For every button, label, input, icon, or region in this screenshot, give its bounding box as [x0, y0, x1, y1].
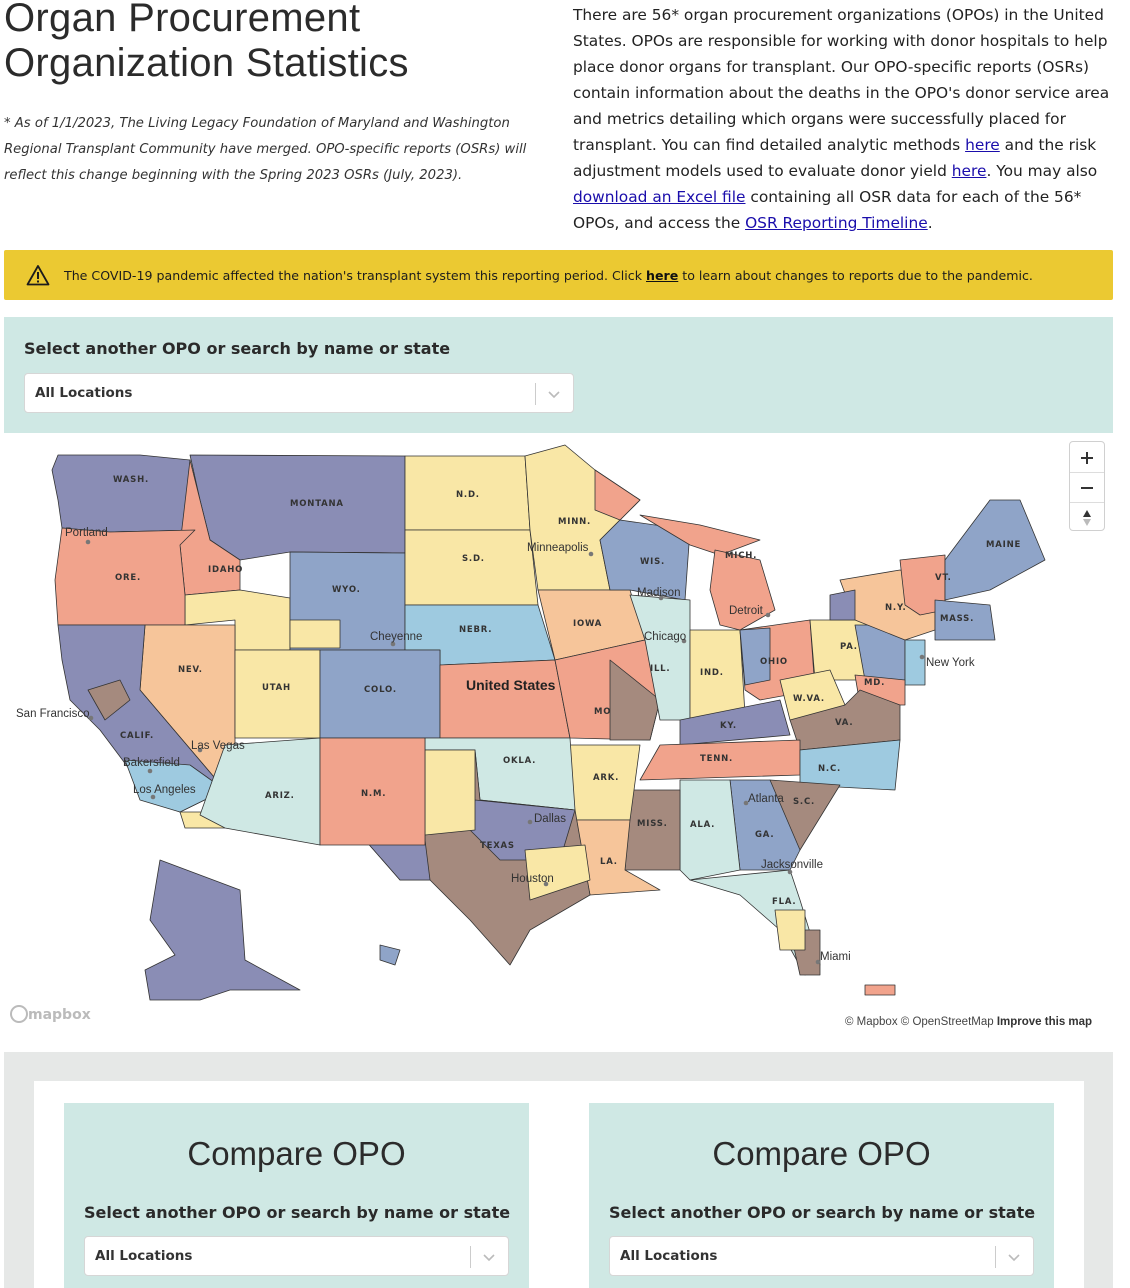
city-label-new-york: New York [926, 657, 975, 669]
city-label-las-vegas: Las Vegas [191, 740, 245, 752]
city-dot-new-york [920, 655, 925, 660]
compare-title-left: Compare OPO [187, 1135, 406, 1172]
region-ny-west [830, 590, 855, 620]
select-separator [535, 383, 536, 405]
warning-icon [26, 264, 50, 286]
page-title-line1: Organ Procurement [4, 0, 361, 40]
opo-location-select[interactable] [24, 373, 574, 413]
intro-text-3: . You may also [986, 162, 1098, 180]
mapbox-logo[interactable] [10, 1005, 91, 1023]
city-label-miami: Miami [820, 951, 851, 963]
mapbox-logo-text: mapbox [28, 1007, 91, 1023]
city-label-san-francisco: San Francisco [16, 708, 90, 720]
alert-message [64, 268, 1033, 283]
compass-icon [1081, 509, 1093, 527]
region-ala [680, 780, 740, 880]
map-zoom-controls [1069, 441, 1105, 531]
attribution-text: © Mapbox © OpenStreetMap [845, 1016, 994, 1028]
state-label-nm: N.M. [361, 789, 387, 799]
region-mich [710, 550, 775, 630]
city-label-detroit: Detroit [729, 605, 763, 617]
region-texas-panhandle [425, 750, 475, 835]
city-label-atlanta: Atlanta [748, 793, 784, 805]
region-hawaii [380, 945, 400, 965]
region-wash [52, 455, 195, 532]
compare-select-value-left: All Locations [95, 1248, 193, 1264]
excel-download-link[interactable]: download an Excel file [573, 188, 746, 206]
region-wyo-cheyenne [290, 620, 340, 648]
select-separator [470, 1246, 471, 1268]
state-label-texas: TEXAS [480, 841, 515, 851]
plus-icon [1080, 451, 1094, 465]
state-label-mass: MASS. [940, 614, 975, 624]
city-label-madison: Madison [637, 587, 681, 599]
page-title [4, 0, 544, 86]
state-label-vt: VT. [935, 573, 952, 583]
mapbox-logo-icon [10, 1005, 28, 1023]
intro-text-1: There are 56* organ procurement organizations (OPOs) in the United States. OPOs are responsible for working with donor hospitals to help place donor organs for transplant. Our OPO-specific reports (OSRs) contain information about the deaths in the OPO's donor service area and metrics detailing which organs were successfully placed for transplant. You can find detailed analytic methods [573, 6, 1110, 154]
city-label-minneapolis: Minneapolis [527, 542, 589, 554]
state-label-okla: OKLA. [503, 756, 537, 766]
state-label-wash: WASH. [113, 475, 150, 485]
covid-info-link[interactable]: here [646, 267, 679, 283]
region-maine [945, 500, 1045, 600]
opo-selector-panel [4, 317, 1113, 433]
state-label-ala: ALA. [690, 820, 716, 830]
state-label-colo: COLO. [364, 685, 397, 695]
state-label-mich: MICH. [725, 551, 758, 561]
city-label-chicago: Chicago [644, 631, 687, 643]
state-label-miss: MISS. [637, 819, 668, 829]
state-label-va: VA. [835, 718, 854, 728]
city-dot-detroit [766, 613, 771, 618]
state-label-pa: PA. [840, 642, 858, 652]
state-label-nev: NEV. [178, 665, 203, 675]
compare-label-left: Select another OPO or search by name or state [84, 1203, 511, 1222]
state-label-ga: GA. [755, 830, 775, 840]
state-label-ore: ORE. [115, 573, 142, 583]
state-label-ny: N.Y. [885, 603, 907, 613]
minus-icon [1080, 481, 1094, 495]
state-label-wis: WIS. [640, 557, 666, 567]
state-label-tenn: TENN. [700, 754, 734, 764]
state-label-sd: S.D. [462, 554, 485, 564]
state-label-ariz: ARIZ. [265, 791, 295, 801]
chevron-down-icon[interactable] [482, 1250, 496, 1264]
region-kansas [440, 660, 570, 738]
intro-text-4: containing all OSR data for each of the 56* OPOs, and access the [573, 188, 1082, 232]
city-dot-dallas [528, 820, 533, 825]
intro-text-5: . [927, 214, 933, 232]
merger-footnote: * As of 1/1/2023, The Living Legacy Foundation of Maryland and Washington Regional Transplant Community have merged. OPO-specific reports (OSRs) will reflect this change beginning with the Spring 2023 OSRs (July, 2023). [4, 116, 527, 183]
compare-title-right: Compare OPO [712, 1135, 931, 1172]
methods-link[interactable]: here [965, 136, 1000, 154]
state-label-nc: N.C. [818, 764, 842, 774]
city-dot-minneapolis [589, 552, 594, 557]
timeline-link[interactable]: OSR Reporting Timeline [745, 214, 928, 232]
state-label-iowa: IOWA [573, 619, 603, 629]
reset-bearing-button[interactable] [1070, 503, 1104, 532]
state-label-ohio: OHIO [760, 657, 788, 667]
chevron-down-icon[interactable] [1007, 1250, 1021, 1264]
state-label-idaho: IDAHO [208, 565, 244, 575]
state-label-ind: IND. [700, 668, 724, 678]
select-separator [995, 1246, 996, 1268]
region-nj [905, 640, 925, 685]
state-label-calif: CALIF. [120, 731, 154, 741]
country-label: United States [466, 677, 556, 693]
state-label-fla: FLA. [772, 897, 797, 907]
state-label-utah: UTAH [262, 683, 291, 693]
city-label-dallas: Dallas [534, 813, 566, 825]
state-label-ky: KY. [720, 721, 737, 731]
alert-text-before: The COVID-19 pandemic affected the nation's transplant system this reporting period. Click [64, 267, 647, 283]
zoom-out-button[interactable] [1070, 473, 1104, 502]
region-minn-ne [595, 470, 640, 520]
state-label-ill: ILL. [650, 664, 671, 674]
region-utah [235, 650, 320, 738]
chevron-down-icon[interactable] [547, 387, 561, 401]
compare-select-value-right: All Locations [620, 1248, 718, 1264]
covid-alert-banner [4, 250, 1113, 300]
compare-select-right[interactable] [609, 1236, 1034, 1276]
state-label-minn: MINN. [558, 517, 592, 527]
state-label-wyo: WYO. [332, 585, 361, 595]
state-label-la: LA. [600, 857, 618, 867]
compare-label-right: Select another OPO or search by name or state [609, 1203, 1036, 1222]
region-sd [405, 530, 538, 605]
zoom-in-button[interactable] [1070, 443, 1104, 472]
region-miss [625, 790, 680, 870]
city-label-los-angeles: Los Angeles [133, 784, 196, 796]
opo-map[interactable] [4, 436, 1113, 1036]
state-label-ark: ARK. [593, 773, 620, 783]
city-label-bakersfield: Bakersfield [123, 757, 180, 769]
state-label-md: MD. [864, 678, 886, 688]
city-label-portland: Portland [65, 527, 108, 539]
city-label-houston: Houston [511, 873, 554, 885]
models-link[interactable]: here [951, 162, 987, 180]
city-dot-bakersfield [148, 769, 153, 774]
state-label-montana: MONTANA [290, 499, 344, 509]
city-label-cheyenne: Cheyenne [370, 631, 423, 643]
city-dot-portland [86, 540, 91, 545]
state-label-sc: S.C. [793, 797, 816, 807]
state-label-nd: N.D. [456, 490, 480, 500]
state-label-wva: W.VA. [793, 694, 825, 704]
intro-text-2: and the risk adjustment models used to evaluate donor yield [573, 136, 1097, 180]
page-title-line2: Organization Statistics [4, 41, 409, 85]
improve-map-link[interactable]: Improve this map [996, 1016, 1093, 1028]
state-label-mo: MO [594, 707, 612, 717]
state-label-maine: MAINE [986, 540, 1022, 550]
compare-card-right [589, 1103, 1054, 1288]
compare-select-left[interactable] [84, 1236, 509, 1276]
region-fla-central [775, 910, 805, 950]
opo-selector-label: Select another OPO or search by name or state [24, 339, 451, 358]
compare-card-left [64, 1103, 529, 1288]
alert-text-after: to learn about changes to reports due to the pandemic. [678, 267, 1033, 283]
opo-select-value: All Locations [35, 385, 133, 401]
us-opo-map-svg[interactable] [4, 436, 1113, 1036]
state-label-nebr: NEBR. [459, 625, 493, 635]
region-texas-west [365, 840, 430, 880]
city-label-jacksonville: Jacksonville [761, 859, 823, 871]
map-attribution [845, 1016, 1092, 1028]
opo-regions[interactable] [52, 445, 1045, 1000]
region-pr [865, 985, 895, 995]
intro-paragraph [573, 2, 1113, 236]
region-alaska [145, 860, 300, 1000]
